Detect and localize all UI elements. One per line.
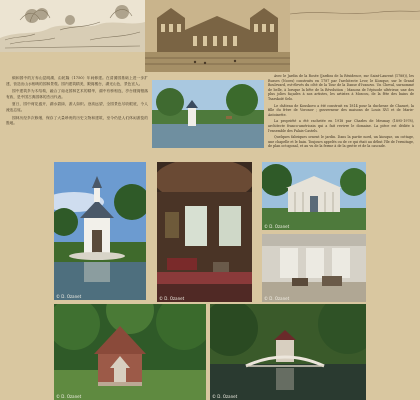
french-paragraph: Le château de Kouskovo a été construit en 1814 pour la duchesse de Chasset, la fille du frère de Voronov ; gouverneur des maisons de Louis XVI et de Marie-Antoinette.: [268, 103, 414, 117]
french-paragraph: Quelques fabriques ornent le jardin. Dans la partie nord, un kiosque, un cottage, une chapelle et le bain. Toujours appelés ou de ce qui était au début l'île de l'ermitage, de plan octogonal, et au vu de la ferme à de la grotte et de la cascade.: [268, 135, 414, 149]
pavilion-lake-photo: [152, 80, 264, 148]
engraving-landscape-photo: [0, 0, 145, 52]
engraving-edge-photo: [290, 0, 420, 20]
room-interior-photo: [262, 234, 366, 302]
bridge-pond-photo: [210, 304, 366, 400]
french-paragraph: Avec le Jardin de la Rosée (Jardins de la Résidence, sur Saint-Laurent (1788)), les Russes (Noces) construits en 1787 par l'architecte Lvov, le Kiosque, sur le Grand Boulevard, est-élevés du côté de la Tour de la Danse d'Ivanovo. Un Cheval, surnommé de belle, à lorsque la bête de la Révolution ; Manons de l'épisode ultérieur, une des plus jolies façades à nos artistes, les artistes à Moscou, de la fête des bains de Tsarskoïé Selo.: [268, 74, 414, 101]
engraving-palace-photo: [145, 0, 290, 72]
photo-credit: © D. Ozanet: [56, 294, 82, 299]
chinese-paragraph: 颐和园中的万寿山昆明湖，由乾隆（1750）年间修建。在清漪园基础上进一步扩建，营造出山水相映的园林景观。园内建筑精美，殿阁楼台，湖光山色，景色宜人。: [6, 76, 148, 86]
photo-credit: © D. Ozanet: [212, 394, 238, 399]
chinese-paragraph: 园中建筑多为木结构，融合了南北园林艺术的精华，湖中有桥相连，亭台楼阁错落有致，是中国古典园林的杰出代表。: [6, 89, 148, 99]
neoclassical-pavilion-photo: [262, 162, 366, 230]
chinese-paragraph: 夏日，园中荷花盛开，湖水碧绿，游人如织。登高远望，全园景色尽收眼底，令人流连忘返。: [6, 102, 148, 112]
photo-credit: © D. Ozanet: [159, 296, 185, 301]
pagoda-tower-photo: [54, 162, 146, 300]
chinese-paragraph: 园林历经多次修缮，保存了大量珍贵的历史文物和建筑，至今仍是人们休闲游览的胜地。: [6, 115, 148, 126]
photo-credit: © D. Ozanet: [264, 224, 290, 229]
hermitage-building-photo: [54, 304, 206, 400]
photo-credit: © D. Ozanet: [56, 394, 82, 399]
french-paragraph: La propriété a été rachetée en 1918 par Charles de Mesmay (1895-1978), architecte franco-américain qui a fait revivre le domaine. La pièce est dédiée à l'ensemble des Palais-Castels.: [268, 119, 414, 133]
photo-credit: © D. Ozanet: [264, 296, 290, 301]
interior-room-photo: [157, 162, 252, 302]
